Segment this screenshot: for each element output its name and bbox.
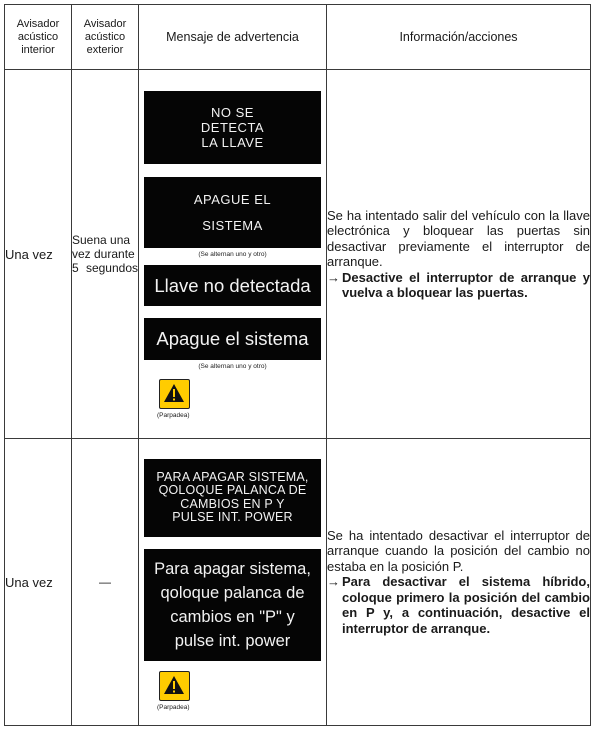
- blink-label: (Parpadea): [157, 412, 190, 419]
- alternate-note: (Se alternan uno y otro): [198, 363, 267, 370]
- screen-line: NO SE: [211, 105, 254, 120]
- screen-line: pulse int. power: [174, 631, 291, 650]
- screen-line: QOLOQUE PALANCA DE: [158, 483, 307, 497]
- blinking-warning: [159, 379, 190, 420]
- screen-line: APAGUE EL: [193, 191, 272, 207]
- screen-turn-off-system-large: [144, 318, 321, 360]
- warning-table: [4, 4, 591, 726]
- screen-shift-to-park-large: [144, 549, 321, 661]
- blinking-warning: [159, 671, 190, 712]
- info-text: Se ha intentado desactivar el interruptor de arranque cuando la posición del cambio no estaba en la posición P.: [327, 527, 590, 574]
- blink-label: (Parpadea): [157, 703, 190, 711]
- info-actions-cell: [327, 70, 591, 439]
- header-exterior-buzzer: Avisador acústico exterior: [72, 5, 139, 70]
- header-interior-buzzer: Avisador acústico interior: [5, 5, 72, 70]
- info-text: Se ha intentado salir del vehículo con la llave electrónica y bloquear las puertas sin desactivar previamente el interruptor de arranque.: [327, 207, 590, 269]
- screen-line: CAMBIOS EN P Y: [180, 496, 285, 511]
- screen-turn-off-system: [144, 177, 321, 248]
- exterior-buzzer-cell: —: [72, 439, 139, 726]
- screen-line: Para apagar sistema,: [154, 559, 311, 578]
- arrow-icon: →: [327, 269, 340, 285]
- action-item: [327, 574, 590, 636]
- screen-line: PULSE INT. POWER: [172, 510, 293, 524]
- screen-key-not-detected: [144, 265, 321, 306]
- interior-buzzer-cell: Una vez: [5, 70, 72, 439]
- info-actions-cell: [327, 439, 591, 726]
- table-row: [5, 439, 591, 726]
- alternate-note: (Se alternan uno y otro): [198, 251, 267, 258]
- warning-message-cell: [139, 439, 327, 726]
- warning-message-cell: [139, 70, 327, 439]
- screen-line: Apague el sistema: [156, 328, 309, 349]
- screen-line: Llave no detectada: [154, 274, 311, 296]
- screen-line: LA LLAVE: [201, 135, 264, 150]
- screen-line: SISTEMA: [202, 217, 263, 233]
- screen-no-key-detected: [144, 91, 321, 164]
- screen-line: qoloque palanca de: [160, 583, 305, 602]
- screen-line: DETECTA: [200, 120, 265, 135]
- header-row: [5, 5, 591, 70]
- table-row: [5, 70, 591, 439]
- screen-line: PARA APAGAR SISTEMA,: [156, 469, 309, 484]
- exterior-buzzer-cell: Suena una vez durante 5 segundos: [72, 70, 139, 439]
- action-text: Para desactivar el sistema híbrido, coloque primero la posición del cambio en P y, a continuación, desactive el interruptor de arranque.: [342, 574, 590, 636]
- action-item: [327, 270, 590, 301]
- header-warning-message: Mensaje de advertencia: [139, 5, 327, 70]
- warning-triangle-icon: [159, 379, 190, 409]
- arrow-icon: →: [327, 574, 340, 590]
- interior-buzzer-cell: Una vez: [5, 439, 72, 726]
- screen-shift-to-park: [144, 459, 321, 537]
- header-info-actions: Información/acciones: [327, 5, 591, 70]
- screen-line: cambios en "P" y: [170, 607, 295, 626]
- action-text: Desactive el interruptor de arranque y vuelva a bloquear las puertas.: [342, 269, 590, 300]
- warning-triangle-icon: [159, 671, 190, 701]
